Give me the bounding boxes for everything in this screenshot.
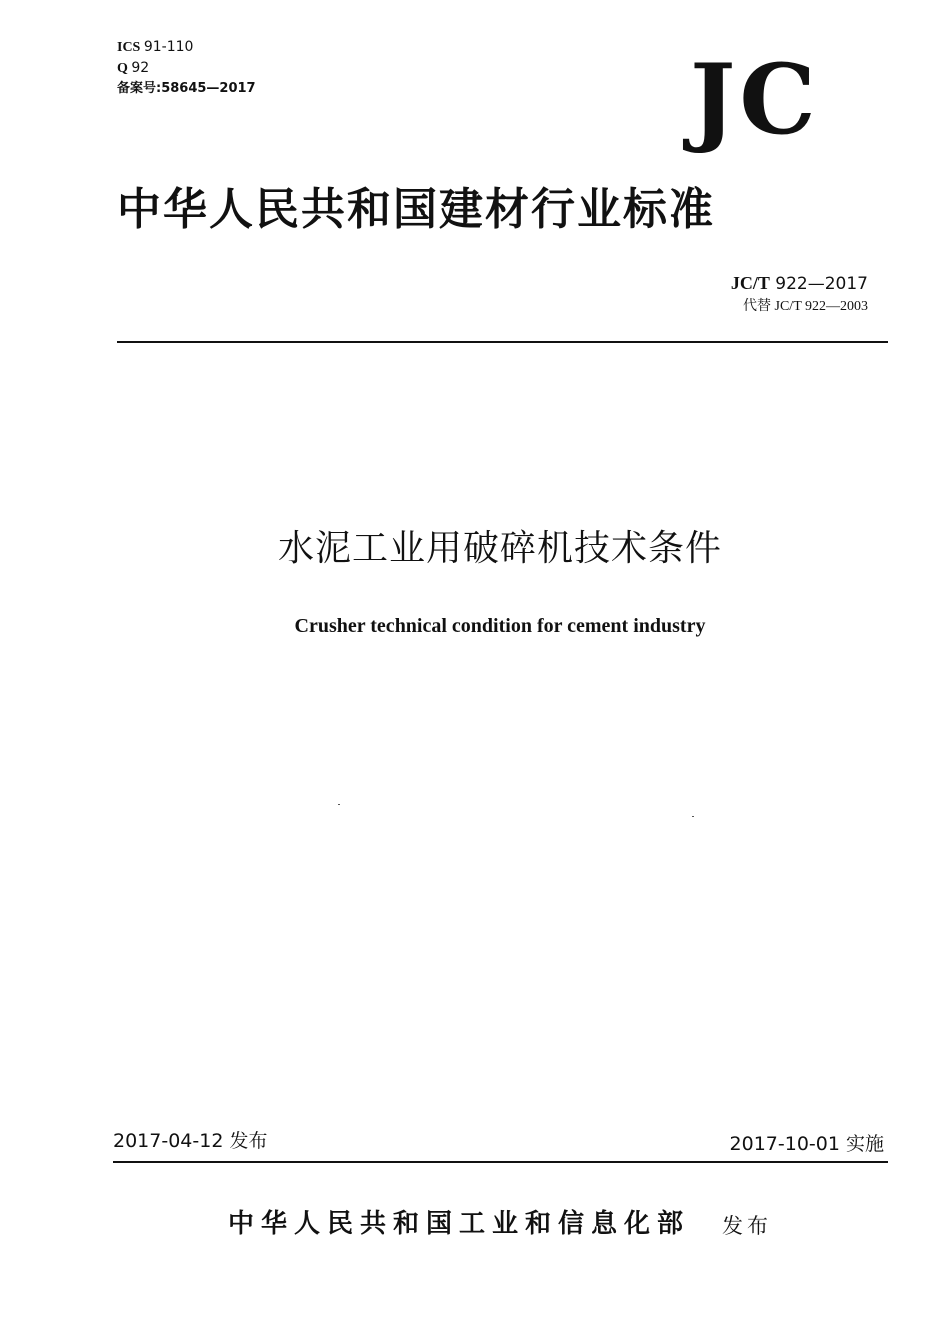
header-divider <box>117 341 888 343</box>
standard-number-prefix: JC/T <box>730 273 770 293</box>
scan-speck <box>338 804 340 805</box>
issuer-action: 发布 <box>722 1214 772 1238</box>
issuing-authority: 中华人民共和国工业和信息化部 <box>228 1209 691 1239</box>
classification-value: 92 <box>131 60 150 76</box>
document-title-english: Crusher technical condition for cement industry <box>294 615 706 637</box>
standard-title: 中华人民共和国建材行业标准 <box>117 184 715 235</box>
ics-code <box>117 38 193 57</box>
standard-number-value: 922—2017 <box>775 274 868 294</box>
record-number: 备案号:58645—2017 <box>117 81 256 96</box>
document-title: 水泥工业用破碎机技术条件 <box>277 528 722 569</box>
scan-speck <box>692 816 694 817</box>
classification-label: Q <box>117 61 128 76</box>
standard-number <box>731 272 868 295</box>
footer-divider <box>113 1161 888 1163</box>
ics-label: ICS <box>117 40 141 55</box>
replaces-standard: 代替 JC/T 922—2003 <box>743 299 868 314</box>
classification-code <box>117 59 149 78</box>
jc-logo: JC <box>690 43 820 156</box>
implementation-date: 2017-10-01 实施 <box>729 1133 884 1155</box>
ics-value: 91-110 <box>143 39 194 55</box>
issue-date: 2017-04-12 发布 <box>113 1130 268 1152</box>
